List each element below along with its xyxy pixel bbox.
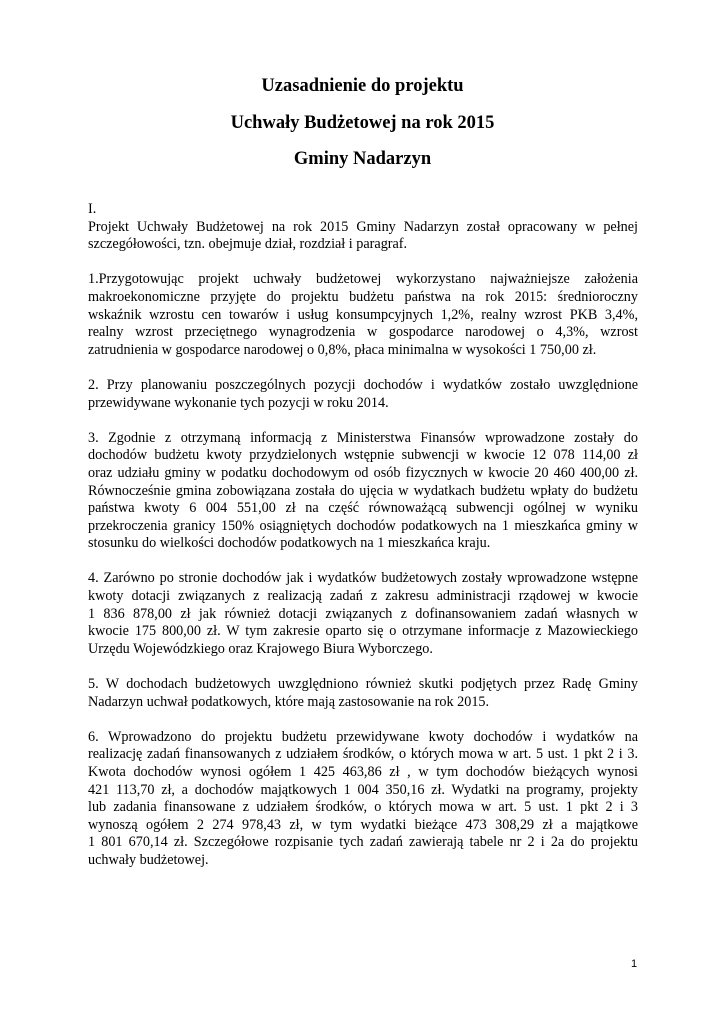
- page-number: 1: [631, 958, 638, 970]
- text-line: 3. Zgodnie z otrzymaną informacją z Ministerstwa Finansów wprowadzone zostały do: [88, 429, 638, 446]
- title-line-2: Uchwały Budżetowej na rok 2015: [230, 112, 495, 133]
- text-line: dochodów budżetu kwoty przydzielonych wstępnie subwencji w kwocie 12 078 114,00 zł: [88, 447, 638, 464]
- text-line: szczegółowości, tzn. obejmuje dział, rozdział i paragraf.: [88, 236, 408, 253]
- text-line: 6. Wprowadzono do projektu budżetu przewidywane kwoty dochodów i wydatków na: [88, 728, 638, 745]
- text-line: zatrudnienia w gospodarce narodowej o 0,8%, płaca minimalna w wysokości 1 750,00 zł.: [88, 341, 597, 358]
- text-line: Kwota dochodów wynosi ogółem 1 425 463,86 zł , w tym dochodów bieżących wynosi: [88, 764, 638, 780]
- text-line: stosunku do wielkości dochodów podatkowych na 1 mieszkańca kraju.: [88, 535, 491, 552]
- paragraph-3: [88, 430, 638, 553]
- text-line: 1 801 670,14 zł. Szczegółowe rozpisanie tych zadań zawierają tabele nr 2 i 2a do projektu: [88, 834, 638, 851]
- text-line: 1 836 878,00 zł jak również dotacji związanych z dofinansowaniem zadań własnych w: [88, 605, 638, 622]
- section-marker: I.: [88, 201, 97, 217]
- text-line: 421 113,70 zł, a dochodów majątkowych 1 004 350,16 zł. Wydatki na programy, projekty: [88, 781, 638, 798]
- text-line: uchwały budżetowej.: [88, 851, 209, 868]
- text-line: 5. W dochodach budżetowych uwzględniono również skutki podjętych przez Radę Gminy: [88, 676, 638, 693]
- text-line: państwa kwoty 6 004 551,00 zł na część równoważącą subwencji ogólnej w wyniku: [88, 500, 638, 517]
- text-line: przekroczenia granicy 150% osiągniętych dochodów podatkowych na 1 mieszkańca gminy w: [88, 517, 638, 534]
- text-line: realny wzrost przeciętnego wynagrodzenia w gospodarce narodowej o 4,3%, wzrost: [88, 324, 638, 341]
- text-line: 1.Przygotowując projekt uchwały budżetowej wykorzystano najważniejsze założenia: [88, 271, 638, 288]
- paragraph-5: [88, 676, 638, 711]
- title-line-3: Gminy Nadarzyn: [293, 149, 432, 169]
- paragraph-6: [88, 729, 638, 870]
- text-line: realizację zadań finansowanych z udziałem środków, o których mowa w art. 5 ust. 1 pkt 2 i 3.: [88, 746, 638, 763]
- paragraph-1: [88, 271, 638, 359]
- text-line: oraz udziału gminy w podatku dochodowym od osób fizycznych w kwocie 20 460 400,00 zł.: [88, 464, 638, 481]
- document-title: [0, 76, 725, 186]
- text-line: kwocie 175 800,00 zł. W tym zakresie oparto się o otrzymane informacje z Mazowieckiego: [88, 623, 638, 640]
- text-line: Urzędu Wojewódzkiego oraz Krajowego Biura Wyborczego.: [88, 640, 433, 657]
- text-line: Równocześnie gmina zobowiązana została do ujęcia w wydatkach budżetu wpłaty do budżetu: [88, 482, 638, 499]
- paragraph-intro: [88, 219, 638, 254]
- text-line: przewidywane wykonanie tych pozycji w roku 2014.: [88, 394, 389, 411]
- text-line: Projekt Uchwały Budżetowej na rok 2015 Gminy Nadarzyn został opracowany w pełnej: [88, 218, 638, 235]
- paragraph-4: [88, 570, 638, 658]
- text-line: lub zadania finansowane z udziałem środków, o których mowa w art. 5 ust. 1 pkt 2 i 3: [88, 799, 638, 816]
- text-line: wskaźnik wzrostu cen towarów i usług konsumpcyjnych 1,2%, realny wzrost PKB 3,4%,: [88, 306, 638, 323]
- text-line: Nadarzyn uchwał podatkowych, które mają zastosowanie na rok 2015.: [88, 693, 490, 710]
- text-line: kwoty dotacji związanych z realizacją zadań z zakresu administracji rządowej w kwocie: [88, 588, 638, 605]
- text-line: wynoszą ogółem 2 274 978,43 zł, w tym wydatki bieżące 473 308,29 zł a majątkowe: [88, 816, 638, 833]
- document-body: [88, 201, 638, 887]
- text-line: 2. Przy planowaniu poszczególnych pozycji dochodów i wydatków zostało uwzględnione: [88, 376, 638, 393]
- paragraph-2: [88, 377, 638, 412]
- text-line: 4. Zarówno po stronie dochodów jak i wydatków budżetowych zostały wprowadzone wstępne: [88, 570, 638, 587]
- text-line: makroekonomiczne przyjęte do projektu budżetu państwa na rok 2015: średnioroczny: [88, 288, 638, 305]
- title-line-1: Uzasadnienie do projektu: [261, 76, 464, 96]
